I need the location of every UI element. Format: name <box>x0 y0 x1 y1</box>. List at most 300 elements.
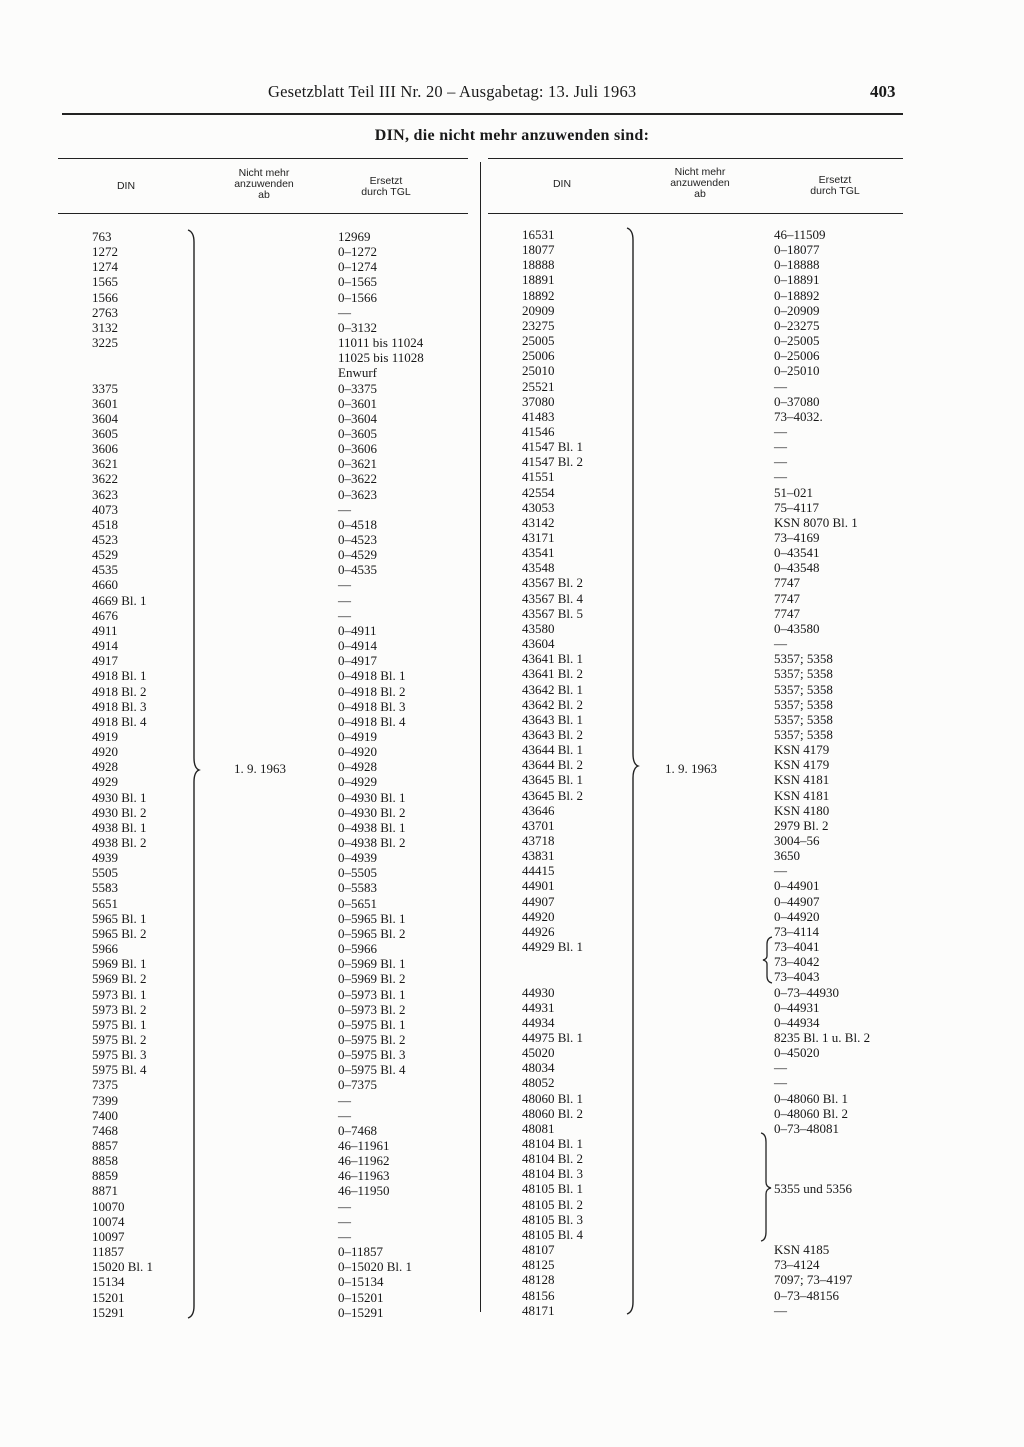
tgl-cell: 0–4918 Bl. 3 <box>338 698 406 714</box>
din-cell: 43701 <box>522 817 555 833</box>
din-cell: 41547 Bl. 1 <box>522 439 584 455</box>
din-cell: 3621 <box>92 456 118 472</box>
tgl-cell: 0–5975 Bl. 2 <box>338 1031 406 1047</box>
din-cell: 43171 <box>522 530 555 545</box>
din-cell: 5965 Bl. 1 <box>92 910 147 926</box>
din-cell: 43646 <box>522 802 555 818</box>
tgl-cell: 0–18077 <box>774 242 820 258</box>
din-cell: 43567 Bl. 5 <box>522 605 584 621</box>
din-cell: 763 <box>92 229 112 244</box>
din-cell: 5975 Bl. 3 <box>92 1047 147 1063</box>
din-cell: 10074 <box>92 1213 125 1229</box>
tgl-cell: 0–5969 Bl. 2 <box>338 971 406 987</box>
tgl-cell: 12969 <box>338 229 371 244</box>
din-cell: 44930 <box>522 984 555 1000</box>
din-cell: 5975 Bl. 4 <box>92 1062 147 1078</box>
tgl-cell: 46–11950 <box>338 1183 390 1199</box>
tgl-cell: 0–5965 Bl. 2 <box>338 925 406 941</box>
din-cell: 4911 <box>92 622 118 638</box>
din-cell: 8871 <box>92 1183 118 1199</box>
col-header-ersetzt: Ersetzt durch TGL <box>361 175 411 198</box>
tgl-cell: 0–5975 Bl. 3 <box>338 1047 406 1063</box>
din-cell: 4529 <box>92 547 118 563</box>
tgl-cell: — <box>338 1107 351 1123</box>
din-cell: 25010 <box>522 363 555 379</box>
din-cell: 18888 <box>522 257 555 273</box>
page-header <box>0 82 1024 110</box>
din-cell: 48128 <box>522 1272 555 1288</box>
din-cell: 48125 <box>522 1257 555 1273</box>
tgl-cell: 0–1272 <box>338 244 377 260</box>
tgl-cell: 0–4938 Bl. 1 <box>338 819 406 835</box>
din-cell: 48105 Bl. 2 <box>522 1196 584 1212</box>
tgl-cell: 0–3601 <box>338 395 377 411</box>
tgl-cell: 0–5965 Bl. 1 <box>338 910 406 926</box>
din-cell: 3604 <box>92 410 118 426</box>
tgl-cell: 0–23275 <box>774 317 820 333</box>
brace-right <box>625 226 639 1316</box>
brace-48104-48105 <box>760 1132 772 1242</box>
tgl-cell: 0–4523 <box>338 532 377 547</box>
tgl-cell: 0–18888 <box>774 257 820 273</box>
tgl-cell: 0–43548 <box>774 560 820 576</box>
tgl-cell: 0–3604 <box>338 410 377 426</box>
din-cell: 43604 <box>522 636 555 652</box>
din-cell: 44929 Bl. 1 <box>522 939 584 955</box>
din-cell: 7400 <box>92 1107 118 1123</box>
din-cell: 4929 <box>92 774 118 790</box>
din-cell: 4918 Bl. 3 <box>92 698 147 714</box>
din-cell: 4919 <box>92 728 118 744</box>
din-cell: 18891 <box>522 272 555 288</box>
tgl-cell: 0–5969 Bl. 1 <box>338 956 406 972</box>
tgl-cell: 0–4918 Bl. 4 <box>338 713 406 729</box>
din-cell: 48104 Bl. 3 <box>522 1166 584 1182</box>
tgl-cell: — <box>774 636 787 652</box>
tgl-cell: 0–5583 <box>338 880 377 896</box>
din-cell: 48034 <box>522 1060 555 1076</box>
din-cell: 44975 Bl. 1 <box>522 1029 584 1045</box>
tgl-cell: 0–7468 <box>338 1122 377 1138</box>
tgl-cell: 0–3621 <box>338 456 377 472</box>
tgl-cell: 0–45020 <box>774 1045 820 1061</box>
tgl-cell: 0–4938 Bl. 2 <box>338 835 406 850</box>
header-title: Gesetzblatt Teil III Nr. 20 – Ausgabetag: 13. Juli 1963 <box>268 82 637 101</box>
din-cell: 48104 Bl. 2 <box>522 1151 584 1167</box>
tgl-cell: — <box>338 501 351 517</box>
din-cell: 43645 Bl. 2 <box>522 787 584 803</box>
tgl-cell: 3650 <box>774 848 800 864</box>
tgl-cell: 5355 und 5356 <box>774 1181 852 1197</box>
tgl-cell: — <box>338 592 351 608</box>
tgl-cell: Enwurf <box>338 365 377 381</box>
tgl-cell: 0–73–48081 <box>774 1120 839 1136</box>
tgl-cell: 51–021 <box>774 484 813 500</box>
din-cell: 43580 <box>522 620 555 636</box>
tgl-cell: 75–4117 <box>774 499 820 515</box>
din-cell: 48060 Bl. 2 <box>522 1105 584 1121</box>
tgl-cell: 0–43580 <box>774 620 820 636</box>
din-cell: 41483 <box>522 408 555 424</box>
tgl-cell: 0–4914 <box>338 638 377 654</box>
din-cell: 44931 <box>522 999 555 1015</box>
din-cell: 48105 Bl. 3 <box>522 1211 584 1227</box>
din-cell: 48156 <box>522 1287 555 1303</box>
col-header-ersetzt-right: Ersetzt durch TGL <box>810 174 860 197</box>
tgl-cell: KSN 8070 Bl. 1 <box>774 514 858 530</box>
din-cell: 16531 <box>522 227 555 242</box>
tgl-cell: 0–4917 <box>338 653 377 669</box>
col-header-nicht-mehr-right: Nicht mehr anzuwenden ab <box>670 166 730 200</box>
tgl-cell: 5357; 5358 <box>774 726 833 742</box>
din-cell: 43831 <box>522 848 555 864</box>
tgl-cell: 8235 Bl. 1 u. Bl. 2 <box>774 1029 871 1045</box>
tgl-cell: 0–5505 <box>338 865 377 881</box>
din-cell: 4518 <box>92 516 118 532</box>
din-cell: 5969 Bl. 1 <box>92 956 147 972</box>
header-rule <box>62 113 903 115</box>
tgl-cell: 7747 <box>774 590 800 606</box>
tgl-cell: 0–15134 <box>338 1274 384 1290</box>
tgl-cell: 2979 Bl. 2 <box>774 817 829 833</box>
tgl-cell: 73–4169 <box>774 530 820 545</box>
din-cell: 43642 Bl. 1 <box>522 681 584 697</box>
din-cell: 4669 Bl. 1 <box>92 592 147 608</box>
tgl-cell: 0–5975 Bl. 4 <box>338 1062 406 1078</box>
din-cell: 25005 <box>522 333 555 349</box>
tgl-cell: 0–73–48156 <box>774 1287 839 1303</box>
section-title: DIN, die nicht mehr anzuwenden sind: <box>374 127 650 144</box>
din-cell: 7375 <box>92 1077 118 1093</box>
tgl-cell: 73–4043 <box>774 969 820 985</box>
din-cell: 45020 <box>522 1045 555 1061</box>
din-cell: 5975 Bl. 2 <box>92 1031 147 1047</box>
din-cell: 4939 <box>92 850 118 866</box>
tgl-cell: 0–3132 <box>338 319 377 335</box>
din-cell: 42554 <box>522 484 555 500</box>
tgl-cell: 0–25010 <box>774 363 820 379</box>
din-cell: 41547 Bl. 2 <box>522 454 584 470</box>
tgl-cell: 0–4918 Bl. 1 <box>338 668 406 684</box>
din-cell: 43645 Bl. 1 <box>522 772 584 788</box>
tgl-cell: 0–5973 Bl. 1 <box>338 986 406 1002</box>
din-cell: 4920 <box>92 744 118 760</box>
tgl-cell: — <box>338 607 351 623</box>
din-cell: 48107 <box>522 1242 555 1258</box>
tgl-cell: 0–3623 <box>338 486 377 502</box>
tgl-cell: 0–7375 <box>338 1077 377 1093</box>
tgl-cell: 0–48060 Bl. 2 <box>774 1105 849 1121</box>
din-cell: 1565 <box>92 274 118 290</box>
din-cell: 3622 <box>92 471 118 487</box>
din-cell: 8858 <box>92 1153 118 1169</box>
din-cell: 5969 Bl. 2 <box>92 971 147 987</box>
tgl-cell: 0–18892 <box>774 287 820 303</box>
tgl-cell: — <box>774 1060 787 1076</box>
din-cell: 7468 <box>92 1122 118 1138</box>
tgl-cell: 3004–56 <box>774 833 820 848</box>
page-number: 403 <box>870 82 896 101</box>
tgl-cell: 0–44920 <box>774 908 820 924</box>
tgl-cell: 0–4919 <box>338 728 377 744</box>
din-cell: 43718 <box>522 833 555 848</box>
tgl-cell: — <box>338 1213 351 1229</box>
din-cell: 43541 <box>522 545 555 561</box>
tgl-cell: 0–4929 <box>338 774 377 790</box>
tgl-cell: 0–5973 Bl. 2 <box>338 1001 406 1017</box>
tgl-cell: 73–4042 <box>774 954 820 970</box>
din-cell: 48052 <box>522 1075 555 1091</box>
din-cell: 15201 <box>92 1289 125 1305</box>
din-cell: 4938 Bl. 1 <box>92 819 147 835</box>
tgl-cell: — <box>774 1075 787 1091</box>
din-cell: 41546 <box>522 423 555 439</box>
table-header-left <box>58 158 468 214</box>
tgl-cell: 5357; 5358 <box>774 681 833 697</box>
din-cell: 4073 <box>92 501 118 517</box>
din-cell: 48171 <box>522 1302 555 1318</box>
table-body-left <box>58 214 468 1374</box>
din-cell: 5651 <box>92 895 118 911</box>
tgl-cell: 0–25005 <box>774 333 820 349</box>
tgl-cell: 0–25006 <box>774 348 820 364</box>
din-cell: 18892 <box>522 287 555 303</box>
din-cell: 44934 <box>522 1014 555 1030</box>
tgl-cell: KSN 4179 <box>774 757 830 773</box>
din-cell: 5973 Bl. 1 <box>92 986 147 1002</box>
din-cell: 43053 <box>522 499 555 515</box>
din-cell: 44920 <box>522 908 555 924</box>
tgl-cell: 0–44901 <box>774 878 820 894</box>
tgl-cell: 5357; 5358 <box>774 696 833 712</box>
tgl-cell: 0–18891 <box>774 272 820 288</box>
din-cell: 3132 <box>92 319 118 335</box>
tgl-cell: 0–3606 <box>338 441 377 457</box>
din-cell: 4930 Bl. 1 <box>92 789 147 805</box>
tgl-cell: KSN 4181 <box>774 772 830 788</box>
tgl-cell: 0–4918 Bl. 2 <box>338 683 406 699</box>
din-cell: 3623 <box>92 486 118 502</box>
din-cell: 44907 <box>522 893 555 909</box>
din-cell: 43641 Bl. 2 <box>522 666 584 682</box>
din-cell: 4523 <box>92 532 118 547</box>
din-cell: 48105 Bl. 1 <box>522 1181 584 1197</box>
effective-date-left: 1. 9. 1963 <box>234 761 286 776</box>
din-cell: 43644 Bl. 1 <box>522 742 584 758</box>
tgl-cell: — <box>338 1228 351 1244</box>
din-cell: 43644 Bl. 2 <box>522 757 584 773</box>
table-right <box>488 158 903 1374</box>
tgl-cell: 0–3622 <box>338 471 377 487</box>
din-cell: 48105 Bl. 4 <box>522 1226 584 1242</box>
din-cell: 44415 <box>522 863 555 879</box>
col-header-din: DIN <box>116 180 136 192</box>
effective-date-right: 1. 9. 1963 <box>665 761 717 776</box>
din-cell: 7399 <box>92 1092 118 1108</box>
din-cell: 25521 <box>522 378 555 394</box>
tgl-cell: — <box>774 469 787 485</box>
tgl-cell: 0–4911 <box>338 622 377 638</box>
column-divider <box>480 162 481 1312</box>
tgl-cell: 0–44934 <box>774 1014 820 1030</box>
din-cell: 18077 <box>522 242 555 258</box>
din-cell: 3225 <box>92 335 118 351</box>
tgl-cell: 0–4928 <box>338 759 377 775</box>
tgl-cell: 0–3605 <box>338 425 377 441</box>
tgl-cell: 0–4535 <box>338 562 377 578</box>
table-left <box>58 158 468 1374</box>
col-header-din-right: DIN <box>552 178 572 190</box>
brace-44929 <box>763 936 775 984</box>
tgl-cell: KSN 4179 <box>774 742 830 758</box>
tgl-cell: 0–5966 <box>338 941 377 957</box>
tgl-cell: 46–11509 <box>774 227 826 242</box>
din-cell: 5583 <box>92 880 118 896</box>
tgl-cell: 0–48060 Bl. 1 <box>774 1090 849 1106</box>
din-cell: 3606 <box>92 441 118 457</box>
col-header-nicht-mehr: Nicht mehr anzuwenden ab <box>234 167 294 201</box>
tgl-cell: 0–4930 Bl. 1 <box>338 789 406 805</box>
din-cell: 4676 <box>92 607 118 623</box>
din-cell: 43643 Bl. 2 <box>522 726 584 742</box>
din-cell: 37080 <box>522 393 555 409</box>
din-cell: 43548 <box>522 560 555 576</box>
tgl-cell: KSN 4181 <box>774 787 830 803</box>
tgl-cell: — <box>338 304 351 320</box>
din-cell: 8857 <box>92 1138 118 1153</box>
din-cell: 4928 <box>92 759 118 775</box>
din-cell: 8859 <box>92 1168 118 1184</box>
tgl-cell: 0–4939 <box>338 850 377 866</box>
tgl-cell: 0–4920 <box>338 744 377 760</box>
tgl-cell: 46–11963 <box>338 1168 390 1184</box>
din-cell: 1274 <box>92 259 118 275</box>
din-cell: 5965 Bl. 2 <box>92 925 147 941</box>
tgl-cell: 0–43541 <box>774 545 820 561</box>
din-cell: 4914 <box>92 638 118 654</box>
din-cell: 43643 Bl. 1 <box>522 711 584 727</box>
tgl-cell: 73–4041 <box>774 939 820 955</box>
din-cell: 4535 <box>92 562 118 578</box>
tgl-cell: 0–5975 Bl. 1 <box>338 1016 406 1032</box>
din-cell: 10070 <box>92 1198 125 1214</box>
din-cell: 2763 <box>92 304 118 320</box>
din-cell: 23275 <box>522 317 555 333</box>
din-cell: 43641 Bl. 1 <box>522 651 584 667</box>
din-cell: 5975 Bl. 1 <box>92 1016 147 1032</box>
tgl-cell: 11011 bis 11024 <box>338 335 424 351</box>
din-cell: 48060 Bl. 1 <box>522 1090 584 1106</box>
din-cell: 1566 <box>92 289 118 305</box>
din-cell: 15134 <box>92 1274 125 1290</box>
din-cell: 4938 Bl. 2 <box>92 835 147 850</box>
tgl-cell: 0–5651 <box>338 895 377 911</box>
din-cell: 48104 Bl. 1 <box>522 1136 584 1151</box>
tgl-cell: 0–11857 <box>338 1244 384 1260</box>
tgl-cell: 0–3375 <box>338 380 377 396</box>
din-cell: 48081 <box>522 1120 555 1136</box>
din-cell: 5505 <box>92 865 118 881</box>
tgl-cell: 73–4114 <box>774 923 820 939</box>
tgl-cell: 0–15201 <box>338 1289 384 1305</box>
tgl-cell: 46–11962 <box>338 1153 390 1169</box>
tgl-cell: 0–4529 <box>338 547 377 563</box>
tgl-cell: 0–1565 <box>338 274 377 290</box>
tgl-cell: 11025 bis 11028 <box>338 350 424 366</box>
tgl-cell: 5357; 5358 <box>774 666 833 682</box>
tgl-cell: — <box>338 577 351 593</box>
din-cell: 4930 Bl. 2 <box>92 804 147 820</box>
tgl-cell: 0–4930 Bl. 2 <box>338 804 406 820</box>
din-cell: 41551 <box>522 469 555 485</box>
table-body-right <box>488 214 903 1374</box>
tgl-cell: 5357; 5358 <box>774 651 833 667</box>
tgl-cell: — <box>774 439 787 455</box>
din-cell: 11857 <box>92 1244 125 1260</box>
din-cell: 5966 <box>92 941 118 957</box>
din-cell: 44926 <box>522 923 555 939</box>
tgl-cell: — <box>338 1092 351 1108</box>
tgl-cell: 0–37080 <box>774 393 820 409</box>
din-cell: 4918 Bl. 2 <box>92 683 147 699</box>
din-cell: 4917 <box>92 653 118 669</box>
din-cell: 4660 <box>92 577 118 593</box>
din-cell: 5973 Bl. 2 <box>92 1001 147 1017</box>
din-cell: 3605 <box>92 425 118 441</box>
din-cell: 43567 Bl. 4 <box>522 590 584 606</box>
tgl-cell: — <box>774 454 787 470</box>
din-cell: 4918 Bl. 4 <box>92 713 147 729</box>
tgl-cell: — <box>774 378 787 394</box>
tgl-cell: KSN 4180 <box>774 802 830 818</box>
tgl-cell: 7097; 73–4197 <box>774 1272 853 1288</box>
din-cell: 43642 Bl. 2 <box>522 696 584 712</box>
tgl-cell: 0–15291 <box>338 1304 384 1320</box>
tgl-cell: 46–11961 <box>338 1138 390 1153</box>
din-cell: 20909 <box>522 302 555 318</box>
din-cell: 43567 Bl. 2 <box>522 575 584 591</box>
din-cell: 15020 Bl. 1 <box>92 1259 154 1275</box>
din-cell: 25006 <box>522 348 555 364</box>
din-cell: 3375 <box>92 380 118 396</box>
din-cell: 4918 Bl. 1 <box>92 668 147 684</box>
brace-left <box>186 228 200 1320</box>
din-cell: 43142 <box>522 514 555 530</box>
tgl-cell: — <box>774 1302 787 1318</box>
tgl-cell: 0–44907 <box>774 893 820 909</box>
tgl-cell: — <box>774 423 787 439</box>
tgl-cell: — <box>338 1198 351 1214</box>
tgl-cell: 7747 <box>774 575 800 591</box>
din-cell: 15291 <box>92 1304 125 1320</box>
tgl-cell: 0–1274 <box>338 259 377 275</box>
tgl-cell: 73–4124 <box>774 1257 820 1273</box>
tgl-cell: 5357; 5358 <box>774 711 833 727</box>
tgl-cell: 7747 <box>774 605 800 621</box>
din-cell: 44901 <box>522 878 555 894</box>
tgl-cell: — <box>774 863 787 879</box>
tgl-cell: KSN 4185 <box>774 1242 830 1258</box>
tgl-cell: 0–20909 <box>774 302 820 318</box>
tgl-cell: 0–73–44930 <box>774 984 839 1000</box>
tgl-cell: 0–15020 Bl. 1 <box>338 1259 413 1275</box>
table-header-right <box>488 158 903 214</box>
din-cell: 1272 <box>92 244 118 260</box>
din-cell: 10097 <box>92 1228 125 1244</box>
tgl-cell: 0–1566 <box>338 289 377 305</box>
tgl-cell: 0–4518 <box>338 516 377 532</box>
tgl-cell: 73–4032. <box>774 408 823 424</box>
